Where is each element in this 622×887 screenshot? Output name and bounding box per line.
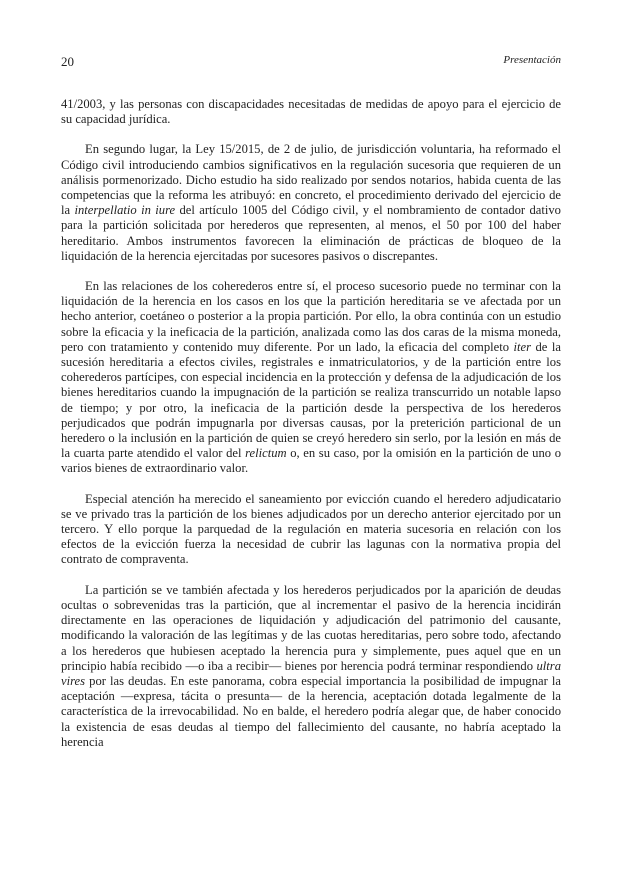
paragraph-3: En las relaciones de los coherederos entre sí, el proceso sucesorio puede no terminar con la liquidación de la herencia en los casos en los que la partición hereditaria se ve afectada por un hecho anterior, coetáneo o posterior a la propia partición. Por ello, la obra continúa con un estudio sobre la eficacia y la ineficacia de la partición, analizada como las dos caras de la misma moneda, pero con tratamiento y contenido muy diferente. Por un lado, la eficacia del completo iter de la sucesión hereditaria a efectos civiles, registrales e inmatriculatorios, y de la partición entre los coherederos partícipes, con especial incidencia en la protección y defensa de la adjudicación de los bienes hereditarios cuando la impugnación de la partición se realiza transcurrido un notable lapso de tiempo; y por otro, la ineficacia de la partición desde la perspectiva de los herederos perjudicados que podrán impugnarla por diversas causas, por la preterición particional de un heredero o la inclusión en la partición de quien se creyó heredero sin serlo, por la lesión en más de la cuarta parte atendido el valor del relictum o, en su caso, por la omisión en la partición de uno o varios bienes de extraordinario valor. <box>61 279 561 476</box>
body-text <box>61 97 561 750</box>
running-title: Presentación <box>503 54 561 66</box>
paragraph-5: La partición se ve también afectada y los herederos perjudicados por la aparición de deudas ocultas o sobrevenidas tras la partición, que al incrementar el pasivo de la herencia incidirán directamente en las operaciones de liquidación y adjudicación del patrimonio del causante, modificando la valoración de las legítimas y de las cuotas hereditarias, pero sobre todo, afectando a los herederos que hubiesen aceptado la herencia pura y simplemente, pues aquel que en un principio había recibido —o iba a recibir— bienes por herencia podrá terminar respondiendo ultra vires por las deudas. En este panorama, cobra especial importancia la posibilidad de impugnar la aceptación —expresa, tácita o presunta— de la herencia, aceptación dotada legalmente de la característica de la irrevocabilidad. No en balde, el heredero podría alegar que, de haber conocido la existencia de esas deudas al tiempo del fallecimiento del causante, no habría aceptado la herencia <box>61 582 561 749</box>
latin-term: iter <box>513 339 532 354</box>
page-header <box>61 54 561 70</box>
paragraph-4: Especial atención ha merecido el saneamiento por evicción cuando el heredero adjudicatario se ve privado tras la partición de los bienes adjudicados por un derecho anterior ejercitado por un tercero. Y ello porque la parquedad de la regulación en materia sucesoria en relación con los efectos de la evicción fuerza la necesidad de cubrir las lagunas con la normativa propia del contrato de compraventa. <box>61 491 561 567</box>
page-number: 20 <box>61 54 74 69</box>
paragraph-1: 41/2003, y las personas con discapacidades necesitadas de medidas de apoyo para el ejercicio de su capacidad jurídica. <box>61 97 561 127</box>
paragraph-2: En segundo lugar, la Ley 15/2015, de 2 de julio, de jurisdicción voluntaria, ha reformado el Código civil introduciendo cambios significativos en la regulación sucesoria que requieren de un análisis pormenorizado. Dicho estudio ha sido realizado por sendos notarios, habida cuenta de las competencias que la reforma les atribuyó: en concreto, el procedimiento derivado del ejercicio de la interpellatio in iure del artículo 1005 del Código civil, y el nombramiento de contador dativo para la partición solicitada por herederos que representen, al menos, el 50 por 100 del haber hereditario. Ambos instrumentos favorecen la eliminación de prácticas de bloqueo de la liquidación de la herencia ejercitadas por sucesores pasivos o discrepantes. <box>61 142 561 263</box>
latin-term: relictum <box>245 446 287 461</box>
latin-term: ultra vires <box>61 658 561 688</box>
latin-term: interpellatio in iure <box>74 203 176 218</box>
